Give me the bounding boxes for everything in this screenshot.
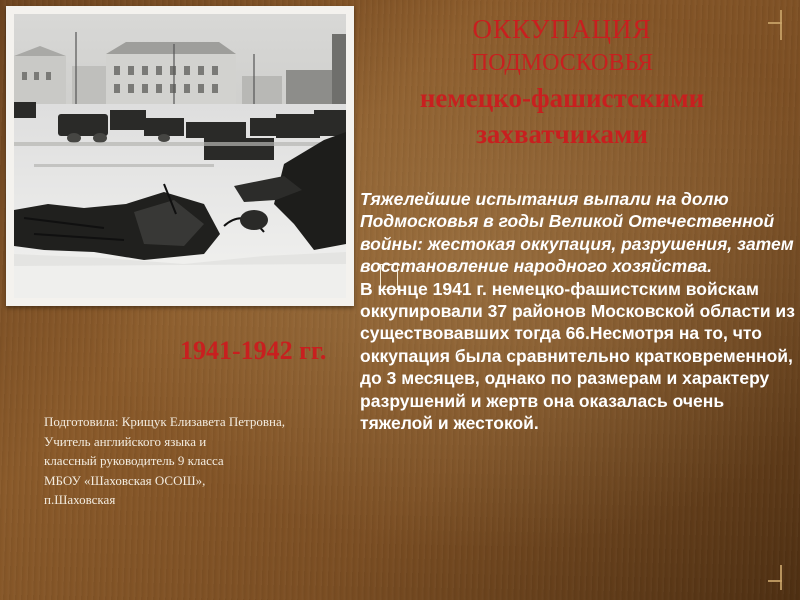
title-line-region: ПОДМОСКОВЬЯ — [470, 50, 654, 76]
frame-corner-bottom-vertical — [780, 565, 782, 590]
author-line-1: Подготовила: Крищук Елизавета Петровна, — [44, 414, 285, 429]
date-label: 1941-1942 гг. — [180, 336, 327, 365]
author-credits — [44, 412, 384, 510]
author-line-5: п.Шаховская — [44, 492, 116, 508]
slide-title — [412, 12, 712, 152]
author-line-4: МБОУ «Шаховская ОСОШ», — [44, 472, 206, 488]
frame-corner-top-vertical — [780, 10, 782, 40]
title-line-occupation: ОККУПАЦИЯ — [472, 14, 652, 44]
title-line-invaders: немецко-фашистскими захватчиками — [419, 83, 705, 149]
body-text — [360, 188, 800, 434]
war-photo — [6, 6, 354, 306]
body-main: В конце 1941 г. немецко-фашистским войскам оккупировали 37 районов Московской области из существовавших тогда 66.Несмотря на то, что оккупация была сравнительно кратковременной, до 3 месяцев, однако по размерам и характеру разрушений и жертв она оказалась очень тяжелой и жестокой. — [360, 278, 795, 434]
body-intro: Тяжелейшие испытания выпали на долю Подмосковья в годы Великой Отечественной войны: жестокая оккупация, разрушения, затем восстановление народного хозяйства. — [360, 189, 794, 277]
war-photo-image — [14, 14, 346, 298]
author-line-2: Учитель английского языка и — [44, 433, 207, 449]
author-line-3: классный руководитель 9 класса — [44, 453, 224, 469]
